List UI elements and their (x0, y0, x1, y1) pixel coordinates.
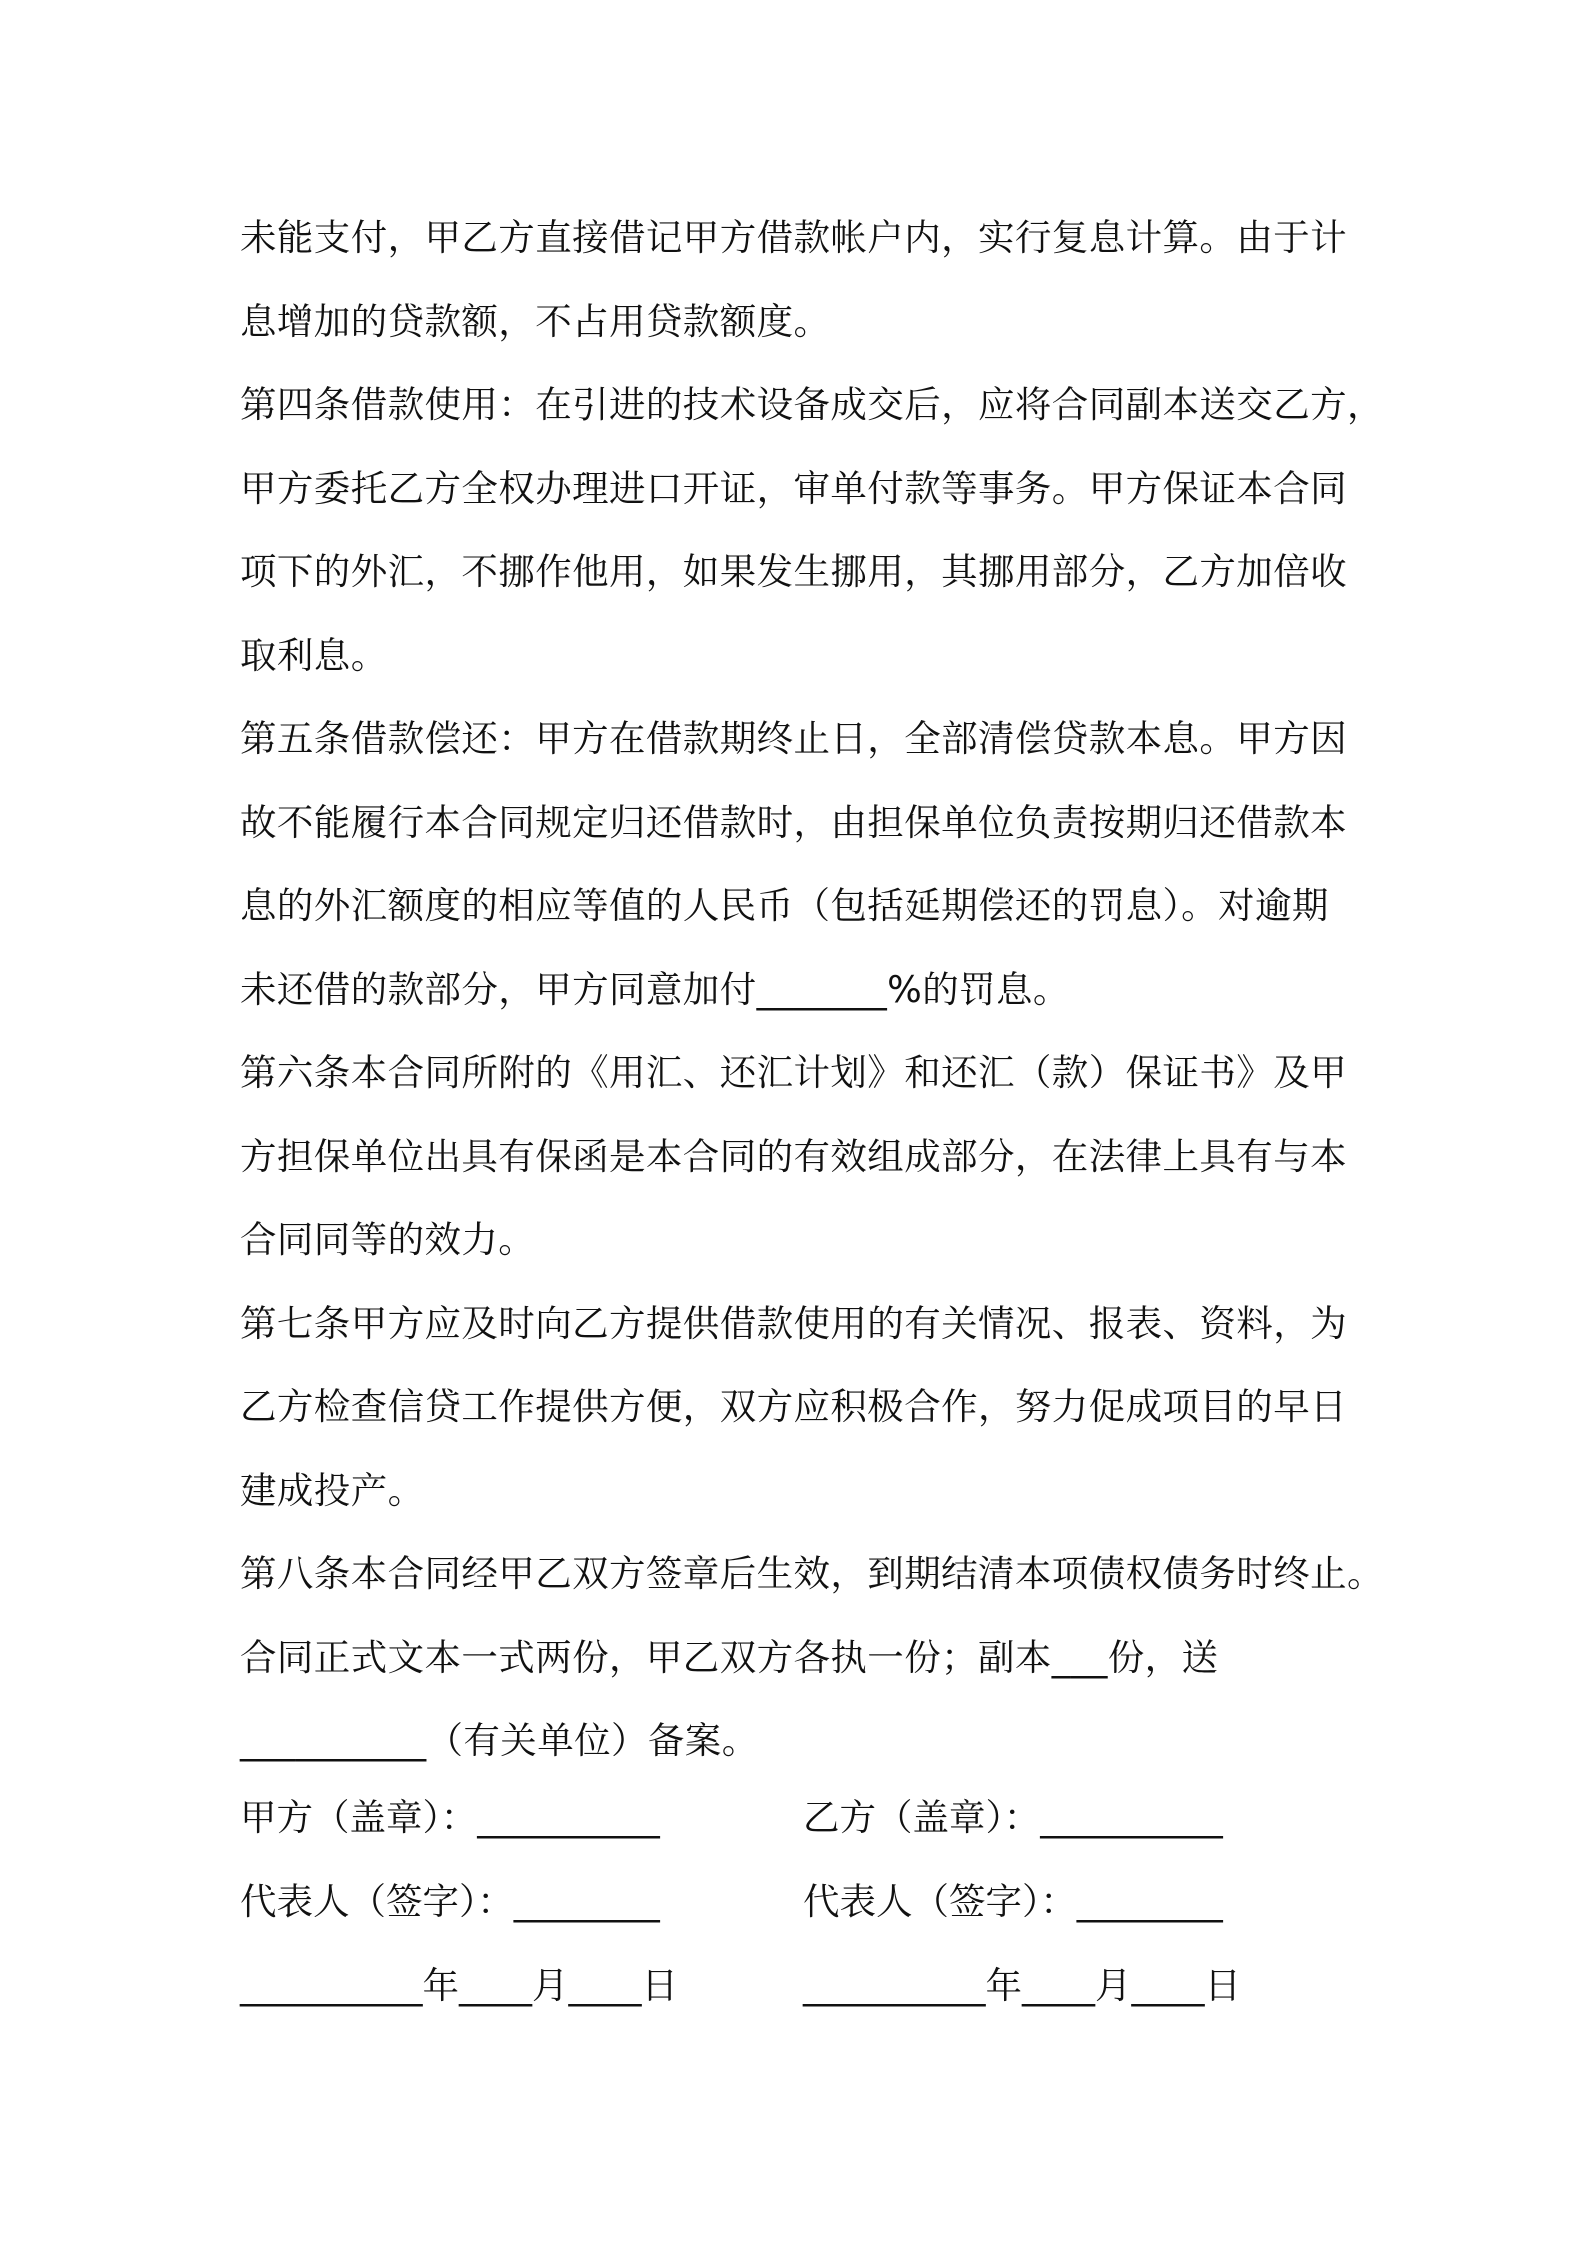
body-line: 未还借的款部分，甲方同意加付_______%的罚息。 (240, 967, 1070, 1011)
body-line: 合同正式文本一式两份，甲乙双方各执一份；副本___份，送 (240, 1635, 1219, 1679)
date-row (240, 1944, 1370, 2028)
body-line: 甲方委托乙方全权办理进口开证，审单付款等事务。甲方保证本合同 (240, 466, 1347, 510)
body-line: 息增加的贷款额，不占用贷款额度。 (240, 299, 831, 343)
seal-row (240, 1776, 1370, 1860)
body-line: 建成投产。 (240, 1468, 425, 1512)
party-b-representative-field: 代表人（签字）：________ (803, 1880, 1223, 1923)
article-4-heading-line: 第四条借款使用：在引进的技术设备成交后，应将合同副本送交乙方， (240, 383, 1384, 426)
body-line: __________（有关单位）备案。 (240, 1719, 759, 1762)
article-5-heading-line: 第五条借款偿还：甲方在借款期终止日，全部清偿贷款本息。甲方因 (240, 717, 1347, 760)
body-line: 方担保单位出具有保函是本合同的有效组成部分，在法律上具有与本 (240, 1134, 1347, 1178)
article-6-heading-line: 第六条本合同所附的《用汇、还汇计划》和还汇（款）保证书》及甲 (240, 1051, 1347, 1094)
party-b-date-field: __________年____月____日 (803, 1964, 1241, 2007)
body-line: 息的外汇额度的相应等值的人民币（包括延期偿还的罚息）。对逾期 (240, 884, 1329, 927)
body-line: 未能支付，甲乙方直接借记甲方借款帐户内，实行复息计算。由于计 (240, 216, 1347, 259)
body-line: 合同同等的效力。 (240, 1218, 536, 1261)
article-8-heading-line: 第八条本合同经甲乙双方签章后生效，到期结清本项债权债务时终止。 (240, 1552, 1384, 1595)
body-line: 故不能履行本合同规定归还借款时，由担保单位负责按期归还借款本 (240, 800, 1347, 844)
body-line: 项下的外汇，不挪作他用，如果发生挪用，其挪用部分，乙方加倍收 (240, 550, 1347, 593)
party-a-representative-field: 代表人（签字）：________ (240, 1880, 660, 1923)
body-line: 乙方检查信贷工作提供方便，双方应积极合作，努力促成项目的早日 (240, 1385, 1347, 1428)
party-a-date-field: __________年____月____日 (240, 1964, 678, 2007)
article-7-heading-line: 第七条甲方应及时向乙方提供借款使用的有关情况、报表、资料，为 (240, 1301, 1347, 1345)
representative-row (240, 1860, 1370, 1944)
party-b-seal-field: 乙方（盖章）：__________ (803, 1796, 1223, 1839)
contract-body (240, 196, 1384, 1783)
party-a-seal-field: 甲方（盖章）：__________ (240, 1796, 660, 1839)
body-line: 取利息。 (240, 633, 388, 677)
signature-block (240, 1776, 1370, 2028)
